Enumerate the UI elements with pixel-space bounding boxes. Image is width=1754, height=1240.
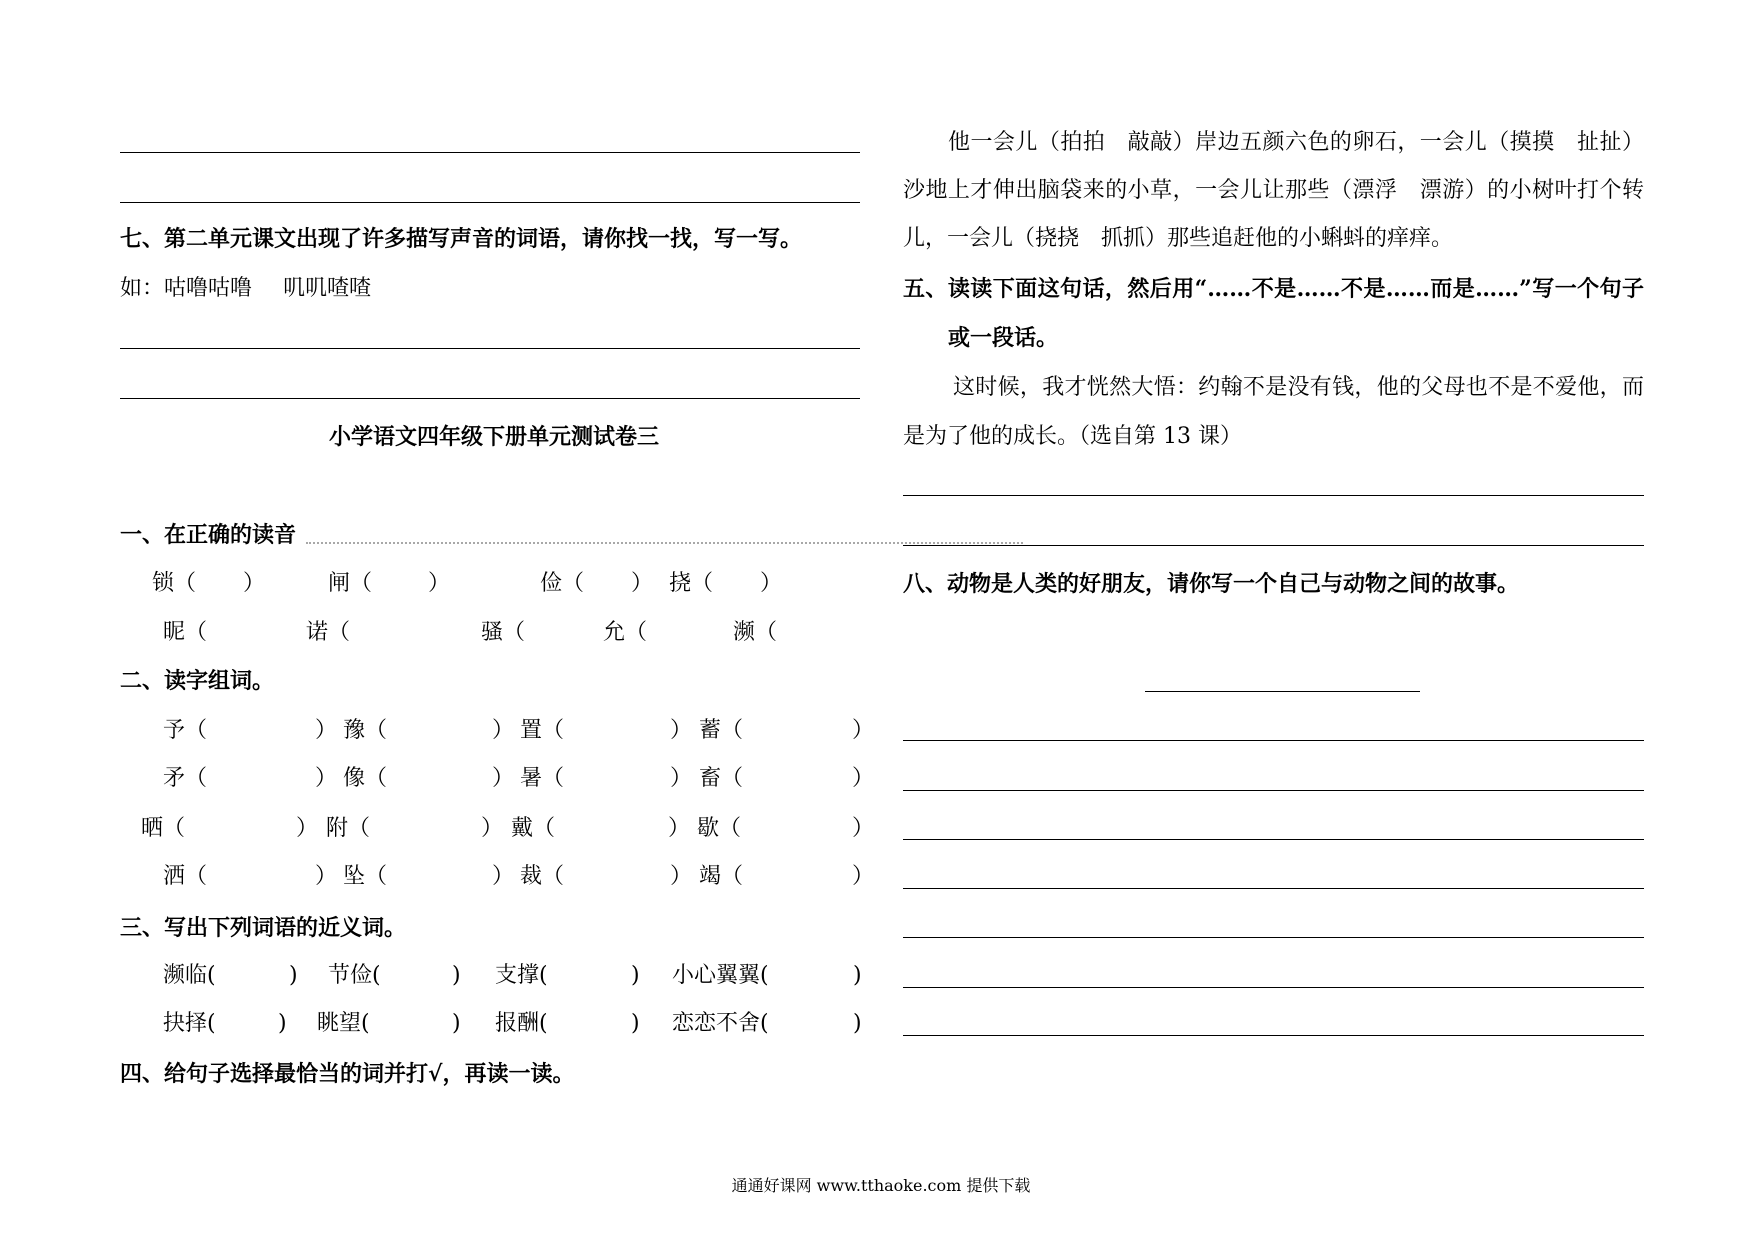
q1-char-item: 昵（ — [163, 620, 208, 645]
question-5-heading-cont: 或一段话。 — [948, 325, 1059, 351]
q3-word-item: 报酬( — [495, 1011, 548, 1036]
q2-close-bracket: ） — [670, 864, 693, 889]
q1-char-item: 诺（ — [306, 620, 351, 645]
q2-char-item: 置（ — [520, 718, 565, 743]
q3-word-item: 抉择( — [163, 1011, 216, 1036]
q2-close-bracket: ） — [492, 766, 515, 791]
answer-line — [120, 202, 860, 203]
q3-close-paren: ) — [289, 963, 298, 988]
answer-line — [120, 152, 860, 153]
answer-line — [903, 937, 1644, 938]
q2-close-bracket: ） — [668, 816, 691, 841]
answer-line — [903, 740, 1644, 741]
test-paper-title: 小学语文四年级下册单元测试卷三 — [328, 424, 659, 450]
q2-close-bracket: ） — [670, 766, 693, 791]
question-5-passage-line: 这时候，我才恍然大悟：约翰不是没有钱，他的父母也不是不爱他，而 — [953, 375, 1644, 400]
q2-char-item: 晒（ — [141, 816, 186, 841]
q1-char-item: 锁（ — [152, 571, 197, 596]
q2-char-item: 戴（ — [511, 816, 556, 841]
q2-close-bracket: ） — [315, 718, 338, 743]
q3-close-paren: ) — [853, 963, 862, 988]
answer-line — [903, 790, 1644, 791]
q2-char-item: 洒（ — [163, 864, 208, 889]
q1-close-bracket: ） — [631, 571, 654, 596]
question-4-heading: 四、给句子选择最恰当的词并打√，再读一读。 — [120, 1061, 575, 1087]
q1-close-bracket: ） — [243, 571, 266, 596]
q3-close-paren: ) — [853, 1011, 862, 1036]
q3-close-paren: ) — [631, 1011, 640, 1036]
answer-line — [903, 1035, 1644, 1036]
answer-line — [903, 839, 1644, 840]
q1-char-item: 闸（ — [328, 571, 373, 596]
q2-char-item: 予（ — [163, 718, 208, 743]
q3-word-item: 小心翼翼( — [672, 963, 769, 988]
q2-char-item: 裁（ — [520, 864, 565, 889]
q2-close-bracket: ） — [492, 864, 515, 889]
q2-close-bracket: ） — [315, 766, 338, 791]
q2-char-item: 暑（ — [520, 766, 565, 791]
q3-word-item: 节俭( — [328, 963, 381, 988]
q2-close-bracket: ） — [852, 864, 875, 889]
page-footer: 通通好课网 www.tthaoke.com 提供下载 — [731, 1176, 1031, 1195]
answer-line — [903, 888, 1644, 889]
answer-line — [120, 398, 860, 399]
answer-line — [903, 545, 1644, 546]
q2-char-item: 像（ — [343, 766, 388, 791]
q2-char-item: 坠（ — [343, 864, 388, 889]
q2-char-item: 歇（ — [697, 816, 742, 841]
q3-close-paren: ) — [631, 963, 640, 988]
q3-word-item: 濒临( — [163, 963, 216, 988]
q2-char-item: 附（ — [326, 816, 371, 841]
q2-char-item: 竭（ — [699, 864, 744, 889]
q2-close-bracket: ） — [481, 816, 504, 841]
dotted-leader — [306, 542, 1023, 544]
q2-close-bracket: ） — [670, 718, 693, 743]
q3-word-item: 眺望( — [317, 1011, 370, 1036]
question-2-heading: 二、读字组词。 — [120, 668, 275, 694]
q1-char-item: 骚（ — [481, 620, 526, 645]
q3-word-item: 恋恋不舍( — [672, 1011, 769, 1036]
question-7-example-second: 叽叽喳喳 — [283, 276, 372, 301]
q1-char-item: 俭（ — [540, 571, 585, 596]
question-7-heading: 七、第二单元课文出现了许多描写声音的词语，请你找一找，写一写。 — [120, 226, 803, 252]
question-4-sentence-line: 他一会儿（拍拍 敲敲）岸边五颜六色的卵石，一会儿（摸摸 扯扯） — [948, 130, 1644, 155]
q2-close-bracket: ） — [852, 766, 875, 791]
q1-close-bracket: ） — [760, 571, 783, 596]
q3-word-item: 支撑( — [495, 963, 548, 988]
q2-close-bracket: ） — [492, 718, 515, 743]
story-title-line — [1145, 691, 1420, 692]
question-5-heading: 五、读读下面这句话，然后用“……不是……不是……而是……”写一个句子 — [903, 276, 1644, 302]
question-5-passage-line: 是为了他的成长。（选自第 13 课） — [903, 424, 1242, 449]
q1-char-item: 允（ — [603, 620, 648, 645]
question-4-sentence-line: 沙地上才伸出脑袋来的小草，一会儿让那些（漂浮 漂游）的小树叶打个转 — [903, 178, 1644, 203]
q2-char-item: 蓄（ — [699, 718, 744, 743]
q2-close-bracket: ） — [296, 816, 319, 841]
question-8-heading: 八、动物是人类的好朋友，请你写一个自己与动物之间的故事。 — [903, 571, 1520, 597]
answer-line — [903, 495, 1644, 496]
question-1-heading: 一、在正确的读音 — [120, 522, 297, 548]
q2-char-item: 畜（ — [699, 766, 744, 791]
q3-close-paren: ) — [278, 1011, 287, 1036]
q1-close-bracket: ） — [428, 571, 451, 596]
q1-char-item: 濒（ — [733, 620, 778, 645]
q3-close-paren: ) — [452, 963, 461, 988]
question-7-example-lead: 如：咕噜咕噜 — [120, 276, 253, 301]
answer-line — [120, 348, 860, 349]
q2-char-item: 矛（ — [163, 766, 208, 791]
q2-close-bracket: ） — [852, 718, 875, 743]
q2-close-bracket: ） — [852, 816, 875, 841]
question-3-heading: 三、写出下列词语的近义词。 — [120, 915, 407, 941]
q1-char-item: 挠（ — [669, 571, 714, 596]
answer-line — [903, 987, 1644, 988]
q3-close-paren: ) — [452, 1011, 461, 1036]
q2-char-item: 豫（ — [343, 718, 388, 743]
question-4-sentence-line: 儿，一会儿（挠挠 抓抓）那些追赶他的小蝌蚪的痒痒。 — [903, 226, 1454, 251]
q2-close-bracket: ） — [315, 864, 338, 889]
